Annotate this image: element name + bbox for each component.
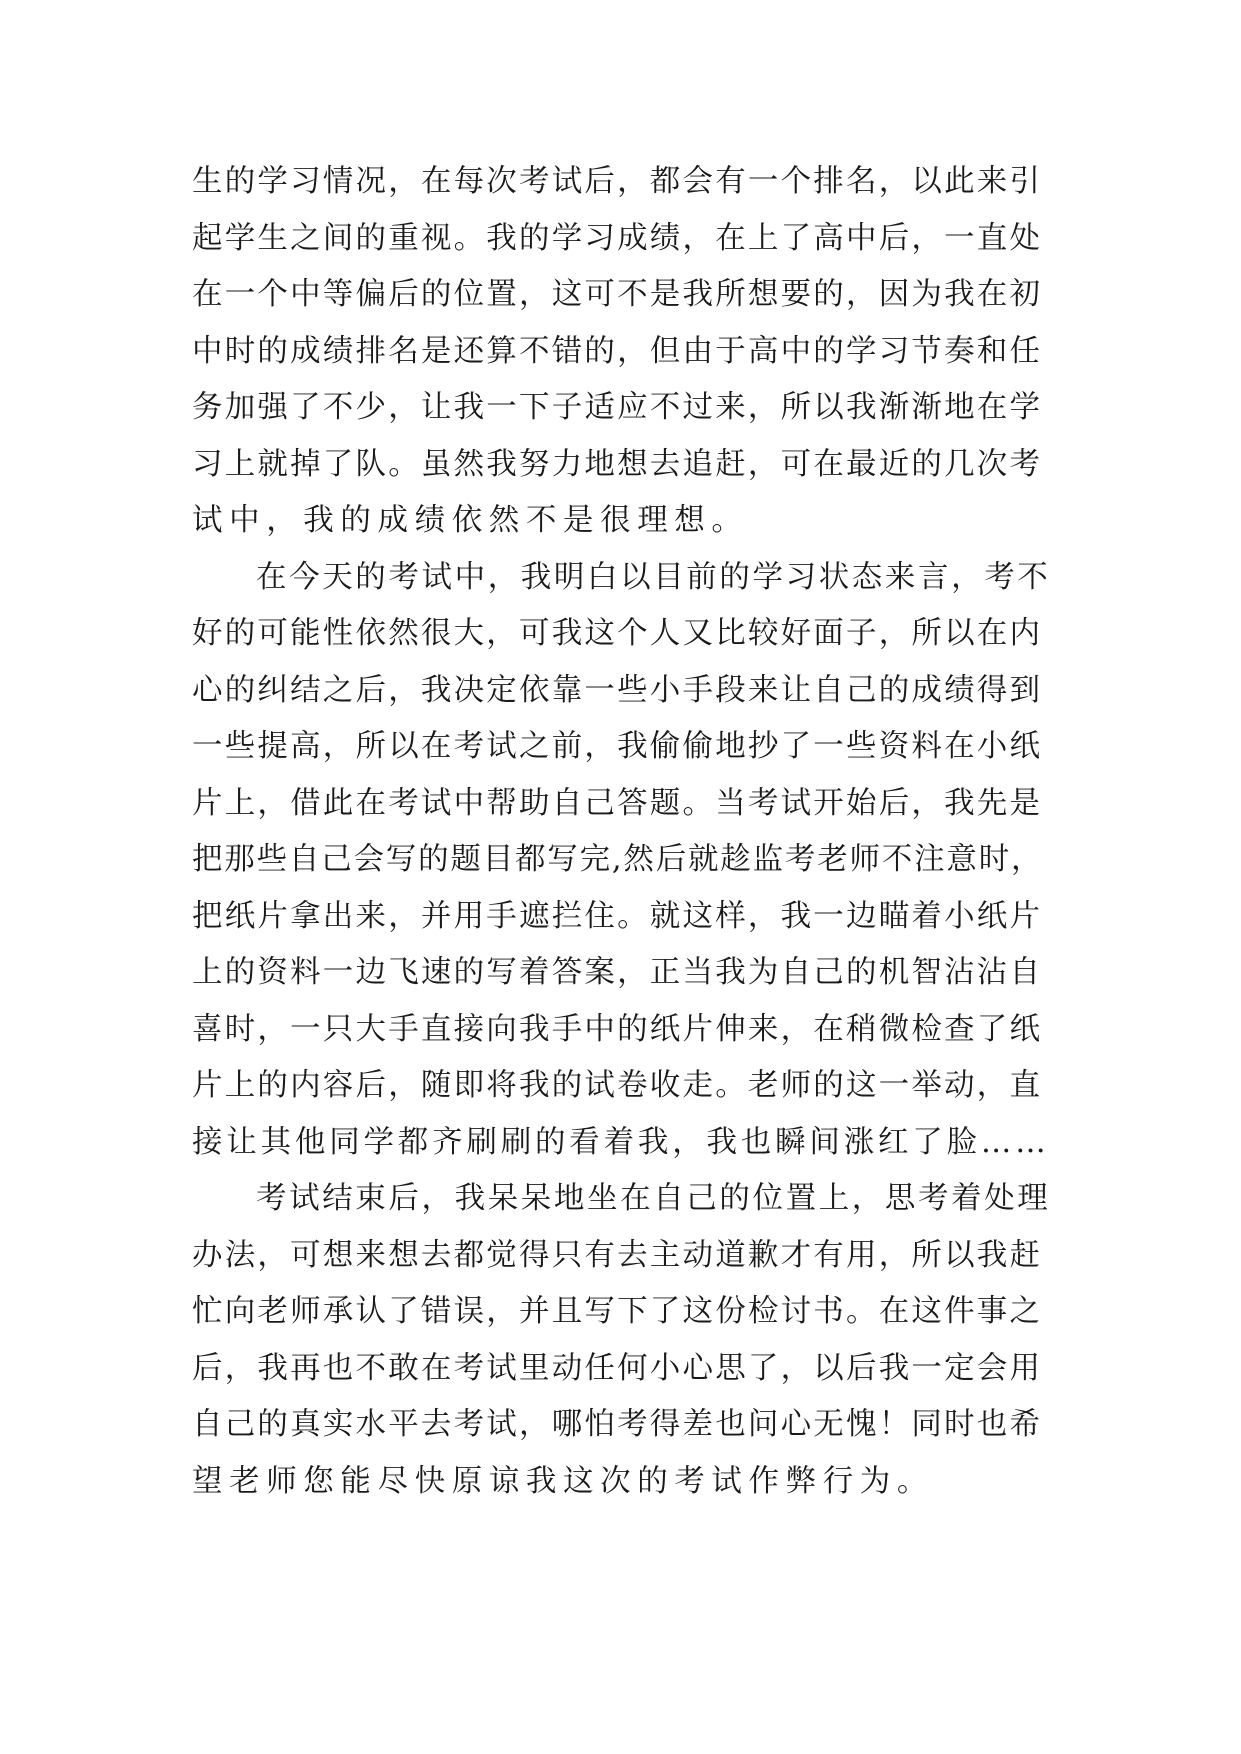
text-line: 忙向老师承认了错误，并且写下了这份检讨书。在这件事之 xyxy=(192,1294,1043,1329)
text-line: 心的纠结之后，我决定依靠一些小手段来让自己的成绩得到 xyxy=(192,672,1043,708)
text-line: 望老师您能尽快原谅我这次的考试作弊行为。 xyxy=(192,1463,934,1499)
text-line: 在一个中等偏后的位置，这可不是我所想要的，因为我在初 xyxy=(192,277,1043,312)
text-line: 片上的内容后，随即将我的试卷收走。老师的这一举动，直 xyxy=(192,1068,1043,1103)
text-line: 务加强了不少，让我一下子适应不过来，所以我渐渐地在学 xyxy=(192,390,1043,425)
text-line: 中时的成绩排名是还算不错的，但由于高中的学习节奏和任 xyxy=(192,333,1043,369)
text-line: 好的可能性依然很大，可我这个人又比较好面子，所以在内 xyxy=(192,616,1043,651)
text-line: 起学生之间的重视。我的学习成绩，在上了高中后，一直处 xyxy=(192,220,1043,256)
text-line: 后，我再也不敢在考试里动任何小心思了，以后我一定会用 xyxy=(192,1350,1043,1386)
text-line: 办法，可想来想去都觉得只有去主动道歉才有用，所以我赶 xyxy=(192,1237,1043,1273)
text-line: 喜时，一只大手直接向我手中的纸片伸来，在稍微检查了纸 xyxy=(192,1011,1043,1047)
paragraph-first-line: 考试结束后，我呆呆地坐在自己的位置上，思考着处理 xyxy=(256,1181,1051,1216)
body-text xyxy=(192,154,1052,1510)
text-line: 把纸片拿出来，并用手遮拦住。就这样，我一边瞄着小纸片 xyxy=(192,898,1043,934)
text-line: 生的学习情况，在每次考试后，都会有一个排名，以此来引 xyxy=(192,164,1043,199)
text-line: 自己的真实水平去考试，哪怕考得差也问心无愧！同时也希 xyxy=(192,1407,1043,1442)
text-line: 习上就掉了队。虽然我努力地想去追赶，可在最近的几次考 xyxy=(192,446,1043,482)
text-line: 一些提高，所以在考试之前，我偷偷地抄了一些资料在小纸 xyxy=(192,729,1043,764)
text-line: 片上，借此在考试中帮助自己答题。当考试开始后，我先是 xyxy=(192,785,1043,821)
paragraph-first-line: 在今天的考试中，我明白以目前的学习状态来言，考不 xyxy=(256,559,1051,595)
text-line: 试中，我的成绩依然不是很理想。 xyxy=(192,503,749,538)
text-line: 把那些自己会写的题目都写完,然后就趁监考老师不注意时， xyxy=(192,842,1044,877)
text-line: 接让其他同学都齐刷刷的看着我，我也瞬间涨红了脸…… xyxy=(192,1124,1050,1160)
text-line: 上的资料一边飞速的写着答案，正当我为自己的机智沾沾自 xyxy=(192,955,1043,990)
